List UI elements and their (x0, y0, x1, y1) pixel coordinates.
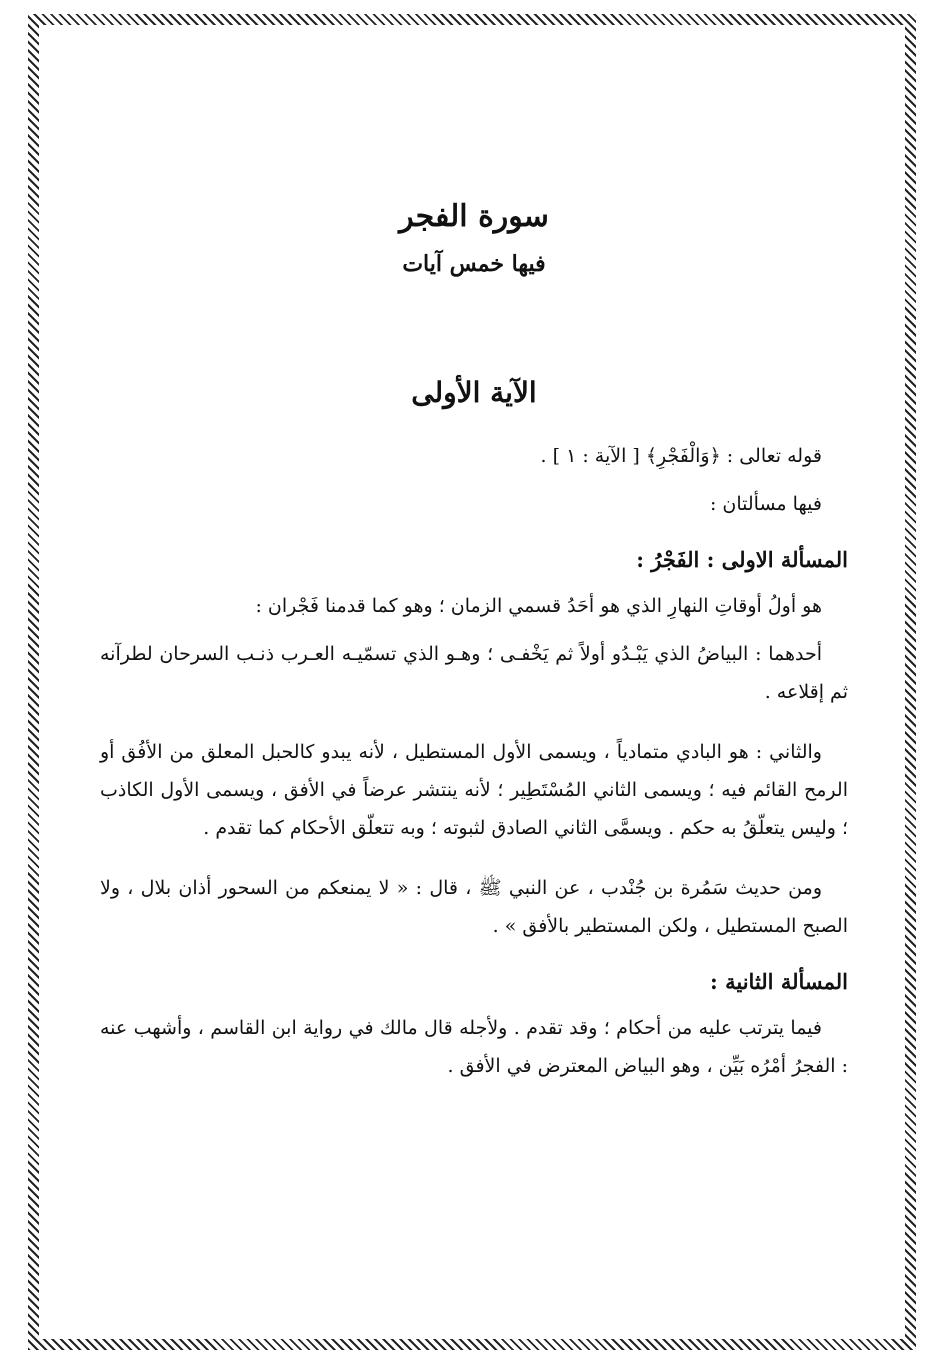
surah-title: سورة الفجر (399, 199, 549, 234)
paragraph: والثاني : هو البادي متمادياً ، ويسمى الأول المستطيل ، لأنه يبدو كالحبل المعلق من الأفُق أو الرمح القائم فيه ؛ ويسمى الثاني المُسْتَطِير ؛ لأنه ينتشر عرضاً في الأفق ، ويسمى الأول الكاذب ؛ وليس يتعلّقُ به حكم . ويسمَّى الثاني الصادق لثبوته ؛ وبه تتعلّق الأحكام كما تقدم . (100, 741, 848, 839)
surah-subtitle: فيها خمس آيات (402, 251, 546, 277)
paragraph: هو أولُ أوقاتِ النهارِ الذي هو أحَدُ قسمي الزمان ؛ وهو كما قدمنا فَجْران : (255, 595, 822, 617)
issues-count: فيها مسألتان : (709, 493, 822, 515)
paragraph: ومن حديث سَمُرة بن جُنْدب ، عن النبي ﷺ ، قال : « لا يمنعكم من السحور أذان بلال ، ولا الصبح المستطيل ، ولكن المستطير بالأفق » . (100, 877, 848, 937)
page-content (100, 195, 848, 1095)
paragraph: أحدهما : البياضُ الذي يَبْـدُو أولاً ثم يَخْفـى ؛ وهـو الذي تسمّيـه العـرب ذنـب السرحان لطرآنه ثم إقلاعه . (100, 643, 848, 703)
verse-quote: قوله تعالى : ﴿وَالْفَجْرِ﴾ [ الآية : ١ ] . (540, 445, 822, 467)
verse-title: الآية الأولى (411, 376, 537, 409)
issue-two-heading: المسألة الثانية : (710, 969, 848, 994)
issue-one-heading: المسألة الاولى : الفَجْرُ : (636, 547, 848, 572)
paragraph: فيما يترتب عليه من أحكام ؛ وقد تقدم . ولأجله قال مالك في رواية ابن القاسم ، وأشهب عنه : الفجرُ أمْرُه بَيِّن ، وهو البياض المعترض في الأفق . (100, 1017, 848, 1077)
